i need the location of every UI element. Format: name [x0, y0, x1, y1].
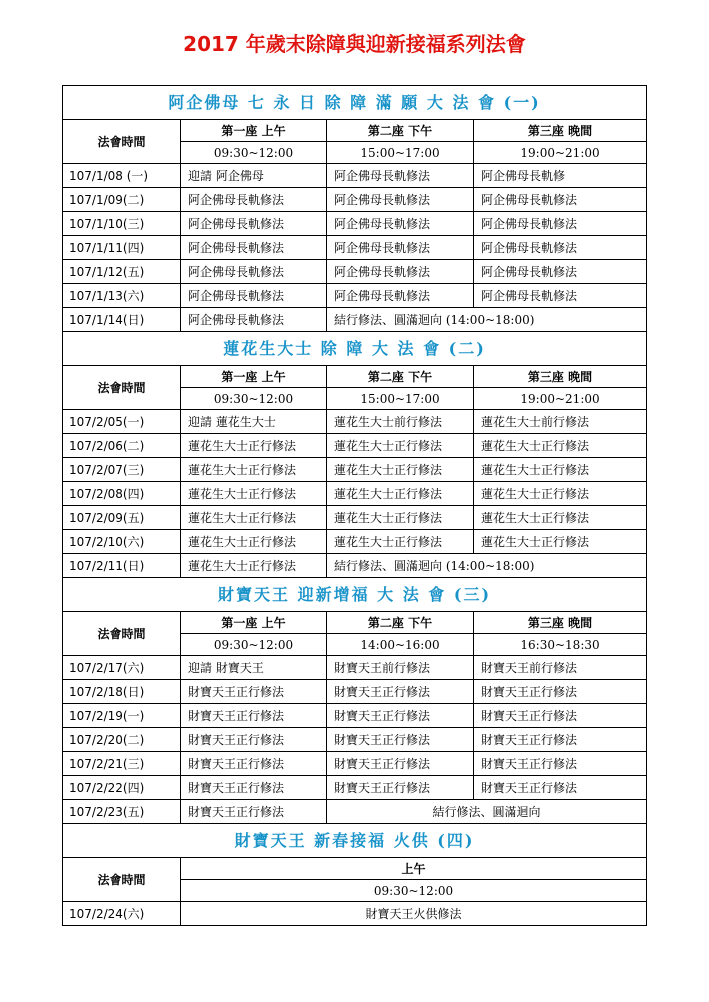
table-row	[63, 752, 647, 776]
slot-time: 16:30~18:30	[474, 634, 647, 656]
session-activity: 阿企佛母長軌修法	[327, 212, 474, 236]
session-activity: 阿企佛母長軌修法	[327, 284, 474, 308]
table-row	[63, 434, 647, 458]
session-date: 107/2/24(六)	[63, 902, 181, 926]
session-activity: 阿企佛母長軌修法	[327, 260, 474, 284]
slot-time: 15:00~17:00	[327, 142, 474, 164]
section-heading: 財寶天王 迎新增福 大 法 會 (三)	[63, 578, 647, 612]
session-activity: 蓮花生大士正行修法	[474, 482, 647, 506]
session-date: 107/1/12(五)	[63, 260, 181, 284]
table-row	[63, 308, 647, 332]
session-activity: 財寶天王前行修法	[327, 656, 474, 680]
table-row	[63, 260, 647, 284]
session-date: 107/2/09(五)	[63, 506, 181, 530]
session-activity: 財寶天王正行修法	[181, 776, 327, 800]
session-activity: 迎請 蓮花生大士	[181, 410, 327, 434]
slot-name: 第一座 上午	[181, 366, 327, 388]
slot-name: 第二座 下午	[327, 612, 474, 634]
date-column-header: 法會時間	[63, 366, 181, 410]
table-row	[63, 212, 647, 236]
session-date: 107/2/10(六)	[63, 530, 181, 554]
session-activity: 阿企佛母長軌修法	[474, 188, 647, 212]
slot-name: 第一座 上午	[181, 120, 327, 142]
schedule-table	[62, 85, 647, 926]
session-activity: 蓮花生大士正行修法	[181, 554, 327, 578]
slot-name: 上午	[181, 858, 647, 880]
section-heading-row	[63, 332, 647, 366]
slot-name: 第一座 上午	[181, 612, 327, 634]
closing-activity: 結行修法、圓滿迴向	[327, 800, 647, 824]
session-activity: 蓮花生大士正行修法	[181, 458, 327, 482]
session-activity: 蓮花生大士前行修法	[327, 410, 474, 434]
date-column-header: 法會時間	[63, 858, 181, 902]
session-activity: 蓮花生大士正行修法	[181, 434, 327, 458]
session-activity: 阿企佛母長軌修法	[181, 284, 327, 308]
session-activity: 財寶天王正行修法	[181, 728, 327, 752]
session-activity: 財寶天王正行修法	[327, 752, 474, 776]
table-row	[63, 902, 647, 926]
session-activity: 財寶天王火供修法	[181, 902, 647, 926]
slot-time: 14:00~16:00	[327, 634, 474, 656]
table-row	[63, 458, 647, 482]
slot-name: 第二座 下午	[327, 120, 474, 142]
date-column-header: 法會時間	[63, 612, 181, 656]
slot-time: 09:30~12:00	[181, 142, 327, 164]
session-activity: 財寶天王正行修法	[474, 728, 647, 752]
table-row	[63, 236, 647, 260]
session-activity: 蓮花生大士正行修法	[181, 482, 327, 506]
session-date: 107/1/08 (一)	[63, 164, 181, 188]
table-row	[63, 530, 647, 554]
session-activity: 財寶天王正行修法	[327, 704, 474, 728]
session-activity: 阿企佛母長軌修法	[474, 212, 647, 236]
section-heading: 財寶天王 新春接福 火供 (四)	[63, 824, 647, 858]
session-activity: 財寶天王正行修法	[474, 680, 647, 704]
session-date: 107/2/21(三)	[63, 752, 181, 776]
session-activity: 蓮花生大士正行修法	[474, 530, 647, 554]
session-activity: 財寶天王正行修法	[327, 776, 474, 800]
session-date: 107/2/19(一)	[63, 704, 181, 728]
session-activity: 阿企佛母長軌修法	[327, 236, 474, 260]
table-row	[63, 188, 647, 212]
table-row	[63, 656, 647, 680]
session-activity: 迎請 財寶天王	[181, 656, 327, 680]
session-activity: 財寶天王正行修法	[181, 752, 327, 776]
table-row	[63, 704, 647, 728]
table-row	[63, 776, 647, 800]
section-heading-row	[63, 578, 647, 612]
session-activity: 財寶天王正行修法	[474, 752, 647, 776]
session-activity: 財寶天王正行修法	[181, 800, 327, 824]
slot-name: 第三座 晚間	[474, 366, 647, 388]
session-activity: 蓮花生大士正行修法	[474, 458, 647, 482]
session-date: 107/2/18(日)	[63, 680, 181, 704]
slot-name: 第三座 晚間	[474, 612, 647, 634]
closing-activity: 結行修法、圓滿迴向 (14:00~18:00)	[327, 554, 647, 578]
session-activity: 阿企佛母長軌修法	[181, 236, 327, 260]
slot-time: 19:00~21:00	[474, 142, 647, 164]
session-activity: 蓮花生大士正行修法	[327, 482, 474, 506]
session-activity: 阿企佛母長軌修法	[327, 164, 474, 188]
session-activity: 阿企佛母長軌修法	[181, 188, 327, 212]
session-date: 107/1/13(六)	[63, 284, 181, 308]
session-activity: 阿企佛母長軌修法	[181, 260, 327, 284]
session-date: 107/2/05(一)	[63, 410, 181, 434]
slot-time: 15:00~17:00	[327, 388, 474, 410]
session-activity: 阿企佛母長軌修	[474, 164, 647, 188]
page-title: 2017 年歲末除障與迎新接福系列法會	[183, 32, 526, 56]
session-date: 107/2/23(五)	[63, 800, 181, 824]
session-activity: 蓮花生大士正行修法	[181, 506, 327, 530]
table-row	[63, 482, 647, 506]
section-heading-row	[63, 86, 647, 120]
table-row	[63, 728, 647, 752]
closing-activity: 結行修法、圓滿迴向 (14:00~18:00)	[327, 308, 647, 332]
table-row	[63, 284, 647, 308]
date-column-header: 法會時間	[63, 120, 181, 164]
session-activity: 阿企佛母長軌修法	[327, 188, 474, 212]
table-row	[63, 410, 647, 434]
session-date: 107/2/06(二)	[63, 434, 181, 458]
section-heading: 阿企佛母 七 永 日 除 障 滿 願 大 法 會 (一)	[63, 86, 647, 120]
session-activity: 阿企佛母長軌修法	[474, 260, 647, 284]
section-heading: 蓮花生大士 除 障 大 法 會 (二)	[63, 332, 647, 366]
session-date: 107/2/22(四)	[63, 776, 181, 800]
session-activity: 財寶天王正行修法	[181, 704, 327, 728]
session-activity: 阿企佛母長軌修法	[474, 236, 647, 260]
session-activity: 阿企佛母長軌修法	[181, 212, 327, 236]
slot-time: 19:00~21:00	[474, 388, 647, 410]
session-activity: 蓮花生大士前行修法	[474, 410, 647, 434]
session-date: 107/1/14(日)	[63, 308, 181, 332]
table-row	[63, 164, 647, 188]
session-date: 107/2/20(二)	[63, 728, 181, 752]
slot-name: 第三座 晚間	[474, 120, 647, 142]
session-activity: 蓮花生大士正行修法	[327, 458, 474, 482]
slot-time: 09:30~12:00	[181, 388, 327, 410]
slot-name: 第二座 下午	[327, 366, 474, 388]
session-activity: 迎請 阿企佛母	[181, 164, 327, 188]
session-date: 107/2/11(日)	[63, 554, 181, 578]
session-activity: 蓮花生大士正行修法	[327, 530, 474, 554]
slot-time: 09:30~12:00	[181, 880, 647, 902]
session-date: 107/1/10(三)	[63, 212, 181, 236]
session-date: 107/1/11(四)	[63, 236, 181, 260]
table-row	[63, 506, 647, 530]
session-activity: 財寶天王正行修法	[474, 704, 647, 728]
session-activity: 蓮花生大士正行修法	[327, 434, 474, 458]
session-activity: 阿企佛母長軌修法	[181, 308, 327, 332]
session-activity: 財寶天王正行修法	[181, 680, 327, 704]
session-date: 107/2/17(六)	[63, 656, 181, 680]
session-activity: 財寶天王正行修法	[474, 776, 647, 800]
session-activity: 蓮花生大士正行修法	[474, 506, 647, 530]
session-activity: 蓮花生大士正行修法	[474, 434, 647, 458]
session-activity: 財寶天王正行修法	[327, 728, 474, 752]
session-activity: 財寶天王前行修法	[474, 656, 647, 680]
session-activity: 財寶天王正行修法	[327, 680, 474, 704]
session-date: 107/1/09(二)	[63, 188, 181, 212]
session-activity: 阿企佛母長軌修法	[474, 284, 647, 308]
session-date: 107/2/07(三)	[63, 458, 181, 482]
session-activity: 蓮花生大士正行修法	[327, 506, 474, 530]
session-date: 107/2/08(四)	[63, 482, 181, 506]
table-row	[63, 680, 647, 704]
table-row	[63, 554, 647, 578]
table-row	[63, 800, 647, 824]
slot-time: 09:30~12:00	[181, 634, 327, 656]
session-activity: 蓮花生大士正行修法	[181, 530, 327, 554]
